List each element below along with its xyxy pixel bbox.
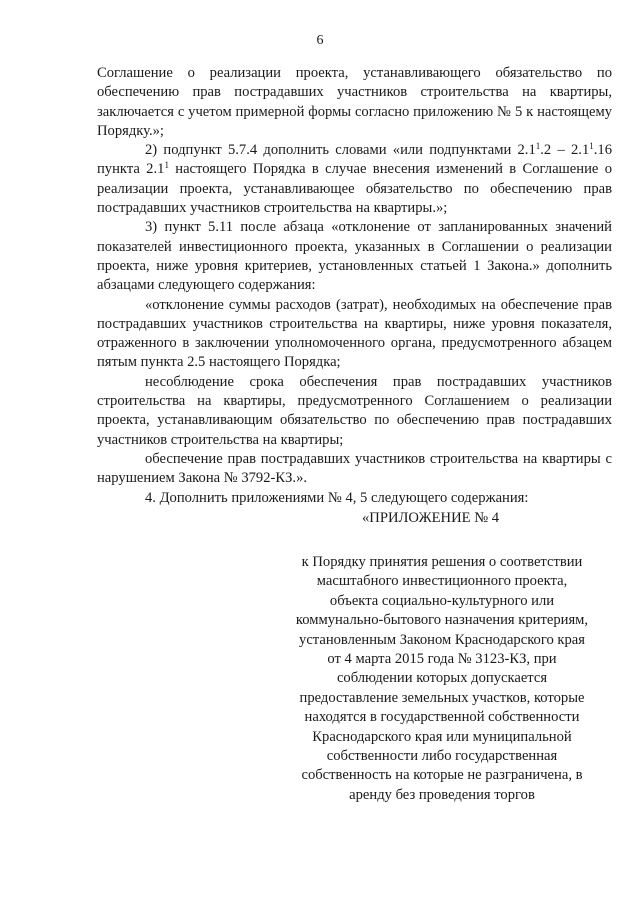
annex-line: соблюдении которых допускается <box>336 670 548 687</box>
paragraph-5: несоблюдение срока обеспечения прав пострадавших участников строительства на квартиры, предусмотренного Соглашением о реализации проекта, устанавливающим обязательство по обеспечению прав пострадавших участников строительства на квартиры; <box>97 373 612 448</box>
annex-line: предоставление земельных участков, которые <box>299 689 585 706</box>
annex-line: к Порядку принятия решения о соответствии <box>301 554 583 570</box>
page-number: 6 <box>316 33 324 48</box>
paragraph-7: 4. Дополнить приложениями № 4, 5 следующего содержания: <box>145 489 529 506</box>
annex-line: аренду без проведения торгов <box>349 786 535 803</box>
annex-line: масштабного инвестиционного проекта, <box>316 573 568 590</box>
paragraph-1: Соглашение о реализации проекта, устанавливающего обязательство по обеспечению прав пострадавших участников строительства на квартиры, заключается с учетом примерной формы согласно приложению № 5 к настоящему Порядку.»; <box>97 65 612 139</box>
document-body <box>97 64 612 508</box>
annex-line: установленным Законом Краснодарского края <box>299 631 585 648</box>
annex-line: находятся в государственной собственности <box>304 709 580 726</box>
annex-line: объекта социально-культурного или <box>329 592 555 609</box>
annex-line: собственности либо государственная <box>326 748 558 765</box>
annex-line: собственность на которые не разграничена, в <box>301 767 583 784</box>
paragraph-2: 2) подпункт 5.7.4 дополнить словами «или подпунктами $2.1^1.2 - 2.1^1.16$ пункта $2.1^1$ настоящего Порядка в случае внесения изменений в Соглашение о реализации проекта, устанавливающее обязательство по обеспечению прав пострадавших участников строительства на квартиры.»; <box>97 141 612 217</box>
annex-line: коммунально-бытового назначения критериям, <box>295 612 589 629</box>
annex-heading: «ПРИЛОЖЕНИЕ № 4 <box>362 510 500 526</box>
paragraph-4: «отклонение суммы расходов (затрат), необходимых на обеспечение прав пострадавших участников строительства на квартиры, ниже уровня показателя, отраженного в заключении уполномоченного органа, предусмотренного абзацем пятым пункта 2.5 настоящего Порядка; <box>97 296 612 371</box>
paragraph-6: обеспечение прав пострадавших участников строительства на квартиры с нарушением Закона № 3792-КЗ.». <box>97 450 612 487</box>
annex-reference-block <box>290 553 594 805</box>
annex-line: Краснодарского края или муниципальной <box>312 728 572 745</box>
paragraph-3: 3) пункт 5.11 после абзаца «отклонение от запланированных значений показателей инвестиционного проекта, указанных в Соглашении о реализации проекта, ниже уровня критериев, установленных статьей 1 Закона.» дополнить абзацами следующего содержания: <box>97 219 612 294</box>
annex-line: от 4 марта 2015 года № 3123-КЗ, при <box>327 651 557 668</box>
